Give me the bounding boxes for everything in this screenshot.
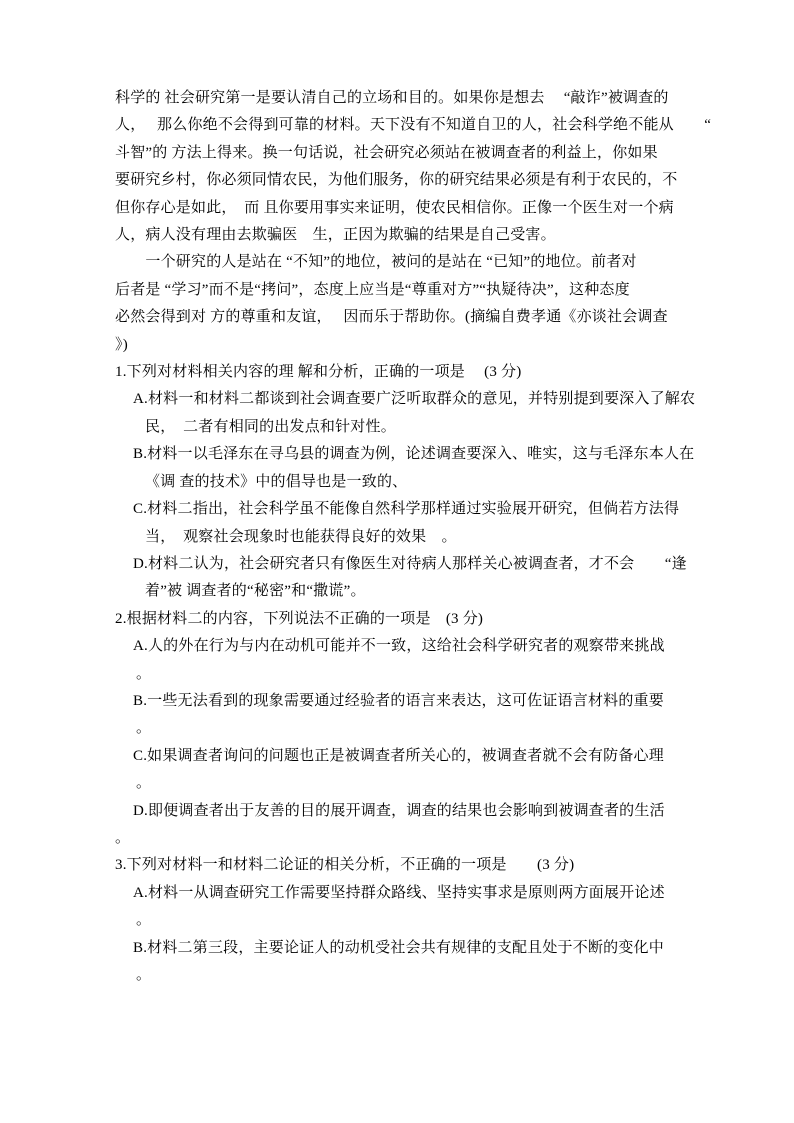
text-line: 人，病人没有理由去欺骗医 生，正因为欺骗的结果是自己受害。 — [115, 227, 556, 244]
text-line: 。 — [136, 720, 152, 737]
text-line: B.一些无法看到的现象需要通过经验者的语言来表达，这可佐证语言材料的重要 — [133, 692, 664, 709]
text-line: 》) — [115, 336, 128, 353]
text-line: 必然会得到对 方的尊重和友谊， 因而乐于帮助你。(摘编自费孝通《亦谈社会调查 — [115, 309, 668, 326]
text-line: C.材料二指出，社会科学虽不能像自然科学那样通过实验展开研究，但倘若方法得 — [133, 501, 680, 518]
text-line: 科学的 社会研究第一是要认清自己的立场和目的。如果你是想去 “敲诈”被调查的 — [115, 90, 669, 106]
text-line: 一个研究的人是站在 “不知”的地位，被问的是站在 “已知”的地位。前者对 — [115, 254, 637, 271]
text-line: 人， 那么你绝不会得到可靠的材料。天下没有不知道自卫的人，社会科学绝不能从 “ — [115, 117, 712, 134]
text-line: 2.根据材料二的内容，下列说法不正确的一项是 (3 分) — [115, 610, 484, 627]
text-line: 。 — [136, 665, 152, 682]
text-line: D.材料二认为，社会研究者只有像医生对待病人那样关心被调查者，才不会 “逢 — [133, 555, 687, 572]
text-line: 当， 观察社会现象时也能获得良好的效果 。 — [145, 528, 457, 545]
text-line: 着”被 调查者的“秘密”和“撒谎”。 — [145, 583, 366, 600]
text-line: A.材料一和材料二都谈到社会调查要广泛听取群众的意见，并特别提到要深入了解农 — [133, 391, 696, 408]
text-line: B.材料一以毛泽东在寻乌县的调查为例，论述调查要深入、唯实，这与毛泽东本人在 — [133, 446, 695, 463]
text-line: 1.下列对材料相关内容的理 解和分析，正确的一项是 (3 分) — [115, 364, 522, 381]
text-line: 要研究乡村，你必须同情农民，为他们服务，你的研究结果必须是有利于农民的，不 — [115, 172, 678, 189]
text-line: 3.下列对材料一和材料二论证的相关分析，不正确的一项是 (3 分) — [115, 857, 575, 874]
text-line: D.即便调查者出于友善的目的展开调查，调查的结果也会影响到被调查者的生活 — [133, 802, 665, 819]
text-line: 。 — [136, 912, 152, 929]
text-line: 。 — [115, 829, 131, 846]
text-line: 《调 查的技术》中的倡导也是一致的、 — [145, 473, 408, 490]
text-line: C.如果调查者询问的问题也正是被调查者所关心的，被调查者就不会有防备心理 — [133, 747, 664, 764]
text-line: B.材料二第三段，主要论证人的动机受社会共有规律的支配且处于不断的变化中 — [133, 939, 664, 956]
text-line: 。 — [136, 967, 152, 983]
text-line: 后者是 “学习”而不是“拷问”，态度上应当是“尊重对方”“执疑待决”，这种态度 — [115, 281, 630, 298]
text-line: 。 — [136, 775, 152, 792]
text-line: 但你存心是如此， 而 且你要用事实来证明，使农民相信你。正像一个医生对一个病 — [115, 199, 674, 216]
document-body — [115, 85, 735, 989]
text-line: 斗智”的 方法上得来。换一句话说，社会研究必须站在被调查者的利益上，你如果 — [115, 144, 658, 161]
text-line: A.材料一从调查研究工作需要坚持群众路线、坚持实事求是原则两方面展开论述 — [133, 884, 665, 901]
text-line: A.人的外在行为与内在动机可能并不一致，这给社会科学研究者的观察带来挑战 — [133, 638, 665, 655]
text-line: 民， 二者有相同的出发点和针对性。 — [145, 418, 396, 435]
